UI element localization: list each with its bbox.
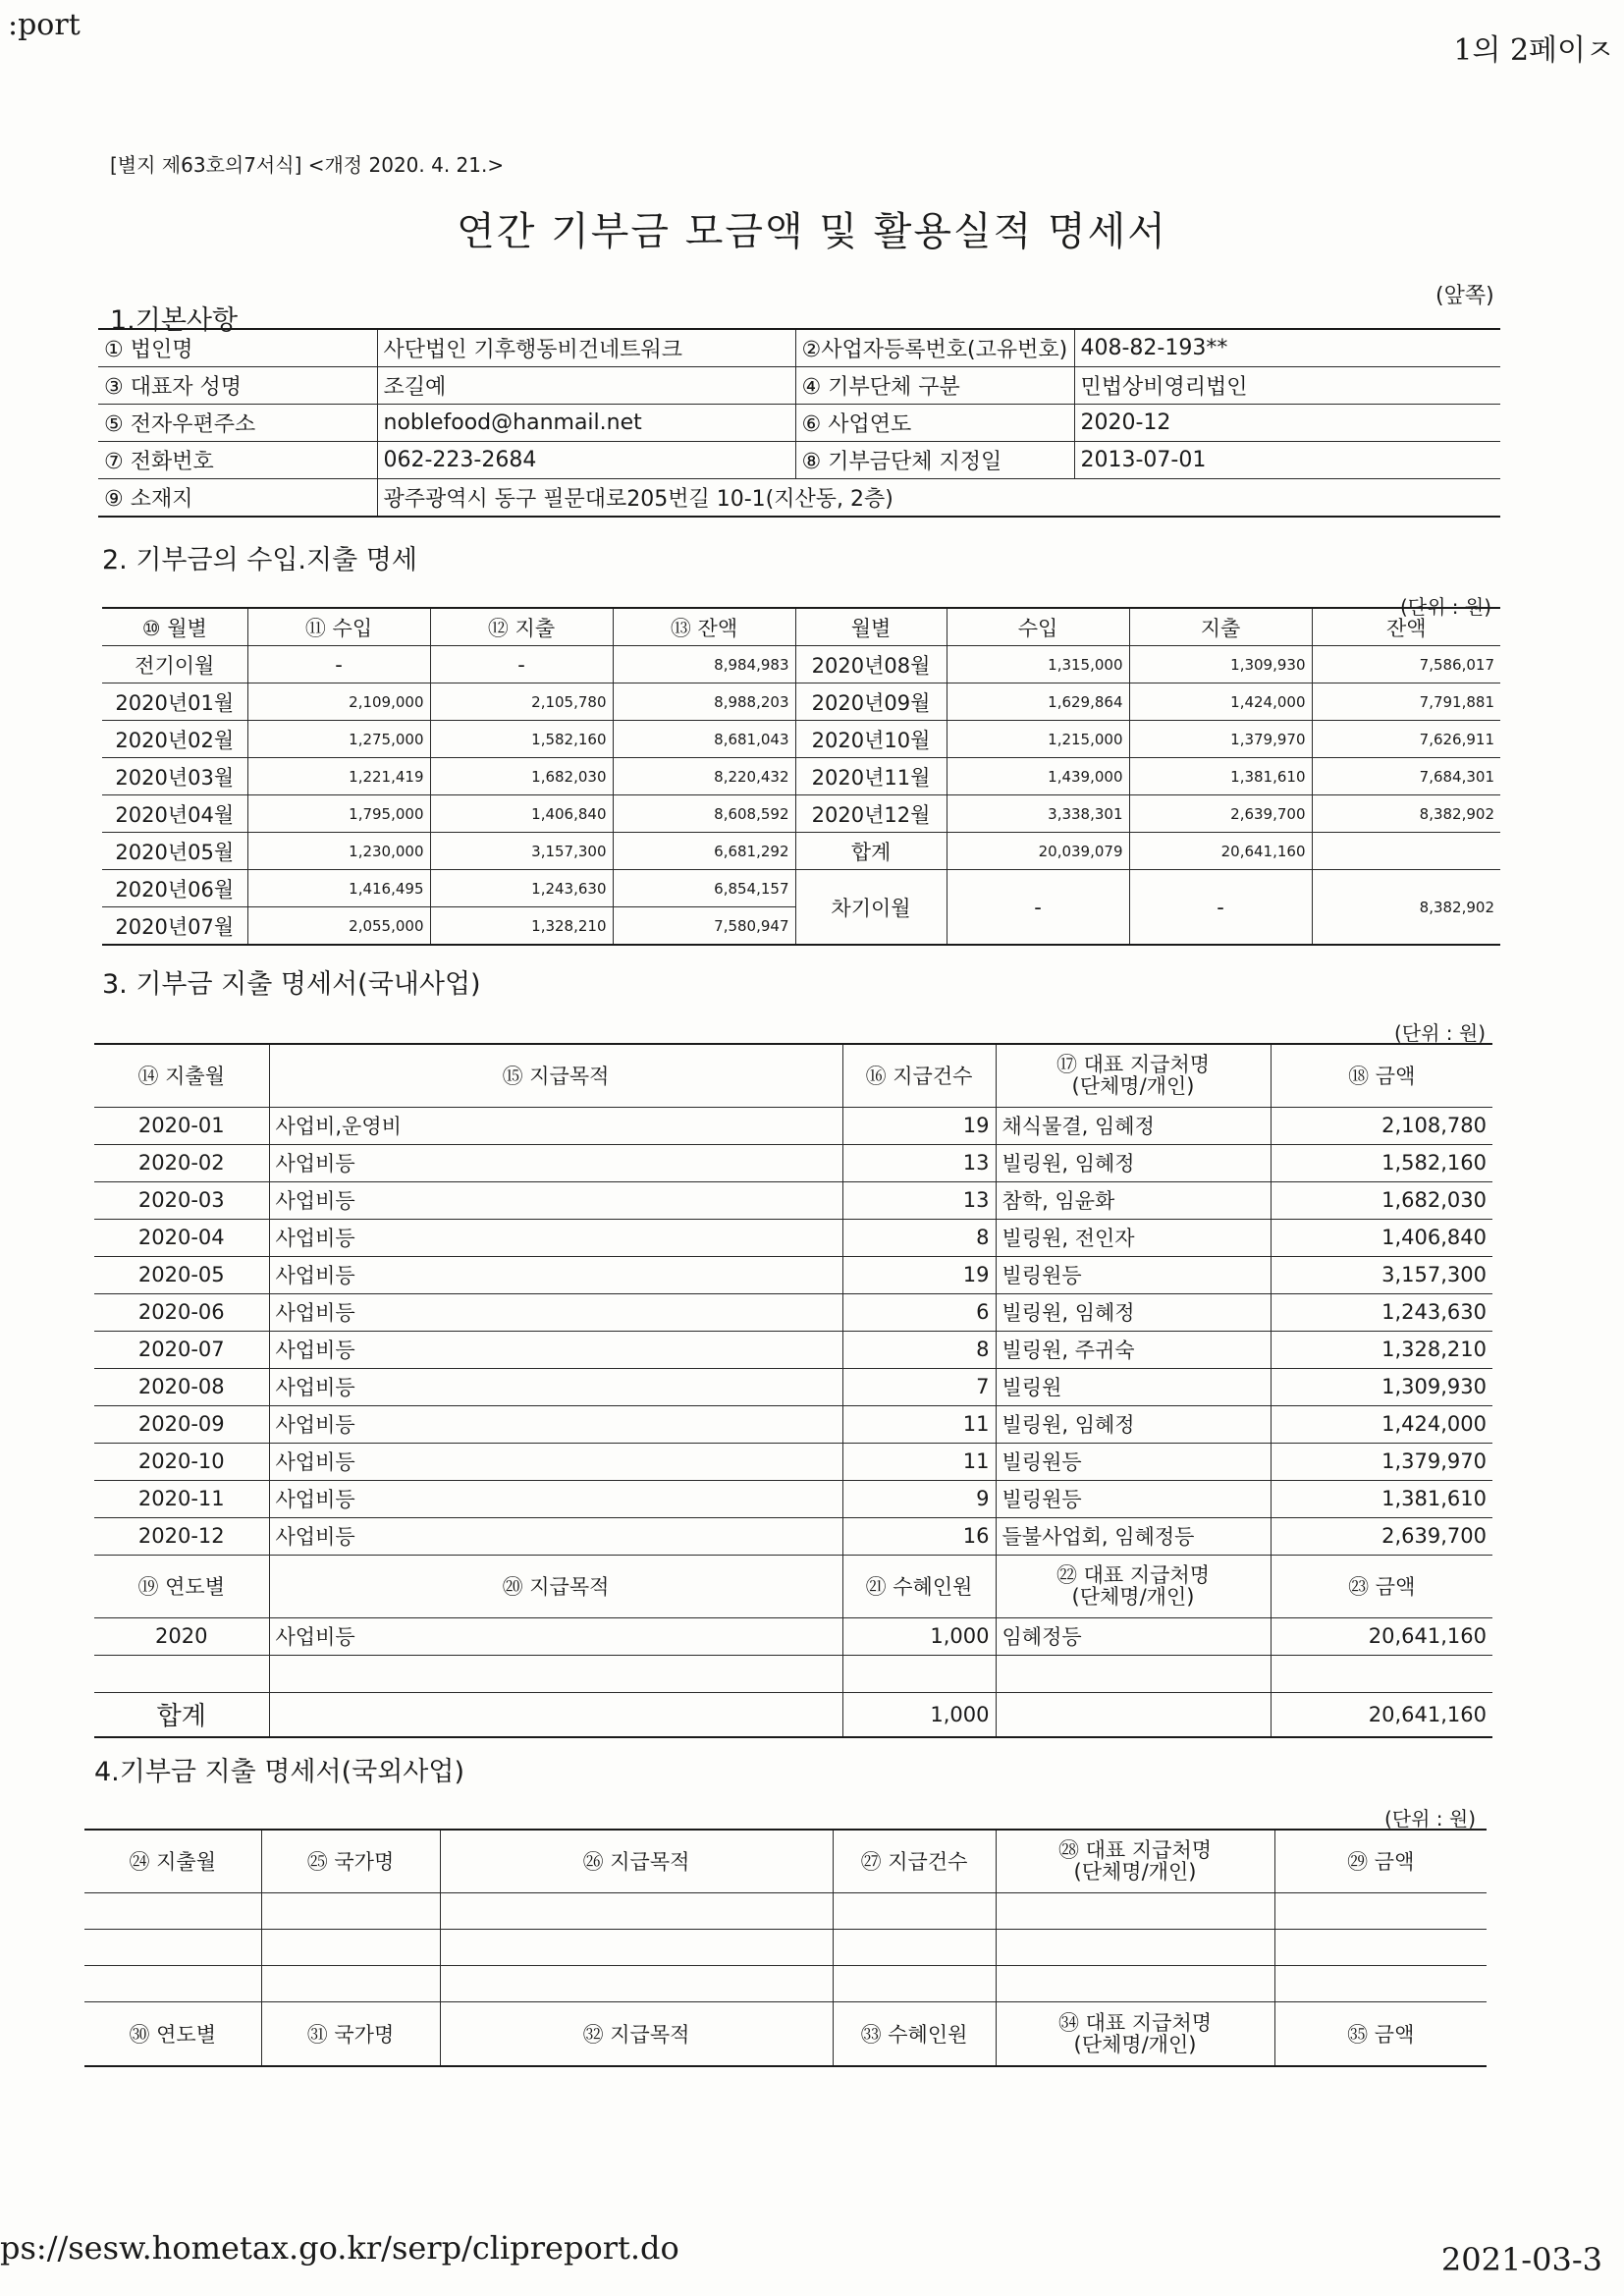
expense-cell: 1,379,970 <box>1129 721 1312 758</box>
corp-name-label: ① 법인명 <box>98 329 377 367</box>
front-side-label: (앞쪽) <box>1435 284 1494 308</box>
empty-cell <box>833 1965 996 2001</box>
table-row <box>102 721 1500 758</box>
empty-cell <box>996 1692 1271 1737</box>
month-cell: 2020-08 <box>94 1368 269 1405</box>
empty-cell <box>261 1965 440 2001</box>
payee-cell: 빌링원, 임혜정 <box>996 1293 1271 1331</box>
month-cell: 2020-05 <box>94 1256 269 1293</box>
purpose-cell: 사업비등 <box>269 1181 842 1219</box>
table-row <box>84 1965 1487 2001</box>
income-cell: 2,109,000 <box>247 683 430 721</box>
rep-name-label: ③ 대표자 성명 <box>98 367 377 405</box>
amount-cell: 1,682,030 <box>1271 1181 1492 1219</box>
empty-cell <box>269 1655 842 1692</box>
payee-cell: 임혜정등 <box>996 1617 1271 1655</box>
header-balance: 잔액 <box>1312 608 1500 646</box>
income-expense-table <box>102 607 1500 946</box>
header-payee-line1: ⑰ 대표 지급처명 <box>1056 1053 1211 1077</box>
empty-cell <box>1274 1965 1487 2001</box>
carryover-label: 차기이월 <box>795 870 947 946</box>
address-label: ⑨ 소재지 <box>98 479 377 518</box>
table-row <box>94 1480 1492 1517</box>
biz-year-value: 2020-12 <box>1074 405 1500 442</box>
table-row <box>98 405 1500 442</box>
income-cell: 1,230,000 <box>247 833 430 870</box>
purpose-cell: 사업비등 <box>269 1144 842 1181</box>
month-cell: 2020-01 <box>94 1107 269 1144</box>
header-amount: ㉓ 금액 <box>1271 1555 1492 1617</box>
designation-date-value: 2013-07-01 <box>1074 442 1500 479</box>
expense-cell: 2,639,700 <box>1129 795 1312 833</box>
month-cell: 2020년12월 <box>795 795 947 833</box>
payee-cell: 빌링원, 임혜정 <box>996 1405 1271 1443</box>
empty-cell <box>996 1892 1274 1929</box>
org-type-label: ④ 기부단체 구분 <box>795 367 1074 405</box>
table-row <box>98 329 1500 367</box>
empty-cell <box>996 1655 1271 1692</box>
count-cell: 19 <box>842 1107 996 1144</box>
table-row <box>98 442 1500 479</box>
table-header-row <box>94 1555 1492 1617</box>
table-row <box>94 1219 1492 1256</box>
table-row <box>102 870 1500 907</box>
payee-cell: 들불사업회, 임혜정등 <box>996 1517 1271 1555</box>
expense-cell: 1,424,000 <box>1129 683 1312 721</box>
month-cell: 2020-09 <box>94 1405 269 1443</box>
header-payee-line2: (단체명/개인) <box>1073 2032 1197 2056</box>
balance-cell: 7,626,911 <box>1312 721 1500 758</box>
header-country: ㉛ 국가명 <box>261 2001 440 2066</box>
balance-cell: 7,791,881 <box>1312 683 1500 721</box>
print-header-left: :port <box>8 8 81 42</box>
purpose-cell: 사업비등 <box>269 1368 842 1405</box>
income-cell: 1,629,864 <box>947 683 1129 721</box>
expense-cell: 1,582,160 <box>430 721 613 758</box>
table-header-row <box>84 2001 1487 2066</box>
purpose-cell: 사업비등 <box>269 1293 842 1331</box>
amount-cell: 1,309,930 <box>1271 1368 1492 1405</box>
empty-cell <box>842 1655 996 1692</box>
empty-cell <box>1271 1655 1492 1692</box>
balance-cell: 8,220,432 <box>613 758 795 795</box>
empty-cell <box>261 1929 440 1965</box>
month-cell: 2020-02 <box>94 1144 269 1181</box>
count-cell: 13 <box>842 1181 996 1219</box>
balance-cell: 7,580,947 <box>613 907 795 946</box>
header-payee-line2: (단체명/개인) <box>1071 1074 1195 1099</box>
basic-info-table <box>98 328 1500 518</box>
amount-cell: 1,379,970 <box>1271 1443 1492 1480</box>
purpose-cell: 사업비등 <box>269 1219 842 1256</box>
total-beneficiaries: 1,000 <box>842 1692 996 1737</box>
header-payee-line1: ㉘ 대표 지급처명 <box>1057 1838 1213 1863</box>
table-row <box>102 833 1500 870</box>
year-cell: 2020 <box>94 1617 269 1655</box>
payee-cell: 빌링원, 전인자 <box>996 1219 1271 1256</box>
table-row <box>94 1144 1492 1181</box>
header-count: ⑯ 지급건수 <box>842 1044 996 1107</box>
month-cell: 2020-07 <box>94 1331 269 1368</box>
table-row <box>94 1368 1492 1405</box>
email-label: ⑤ 전자우편주소 <box>98 405 377 442</box>
month-cell: 2020년04월 <box>102 795 247 833</box>
table-row <box>102 795 1500 833</box>
month-cell: 2020년10월 <box>795 721 947 758</box>
empty-cell <box>269 1692 842 1737</box>
purpose-cell: 사업비등 <box>269 1256 842 1293</box>
empty-cell <box>440 1929 833 1965</box>
count-cell: 8 <box>842 1219 996 1256</box>
count-cell: 9 <box>842 1480 996 1517</box>
amount-cell: 20,641,160 <box>1271 1617 1492 1655</box>
page-title: 연간 기부금 모금액 및 활용실적 명세서 <box>457 209 1167 254</box>
balance-cell: 8,382,902 <box>1312 795 1500 833</box>
header-payee-line1: ㉒ 대표 지급처명 <box>1056 1563 1211 1587</box>
balance-cell: 7,586,017 <box>1312 646 1500 683</box>
org-type-value: 민법상비영리법인 <box>1074 367 1500 405</box>
unit-label: (단위 : 원) <box>1400 595 1492 619</box>
purpose-cell: 사업비등 <box>269 1443 842 1480</box>
income-cell: - <box>247 646 430 683</box>
print-header-page-count: 1의 2페이ㅈ <box>1453 33 1614 68</box>
total-amount: 20,641,160 <box>1271 1692 1492 1737</box>
unit-label: (단위 : 원) <box>1394 1021 1487 1045</box>
balance-cell <box>1312 833 1500 870</box>
empty-cell <box>261 1892 440 1929</box>
header-balance: ⑬ 잔액 <box>613 608 795 646</box>
header-amount: ㉟ 금액 <box>1274 2001 1487 2066</box>
table-row <box>94 1617 1492 1655</box>
header-year: ⑲ 연도별 <box>94 1555 269 1617</box>
phone-label: ⑦ 전화번호 <box>98 442 377 479</box>
month-cell: 2020-04 <box>94 1219 269 1256</box>
balance-cell: 8,984,983 <box>613 646 795 683</box>
amount-cell: 1,243,630 <box>1271 1293 1492 1331</box>
header-beneficiaries: ㉑ 수혜인원 <box>842 1555 996 1617</box>
count-cell: 16 <box>842 1517 996 1555</box>
header-payee <box>996 2001 1274 2066</box>
expense-cell: 1,381,610 <box>1129 758 1312 795</box>
amount-cell: 1,582,160 <box>1271 1144 1492 1181</box>
header-amount: ㉙ 금액 <box>1274 1830 1487 1892</box>
income-cell: 1,221,419 <box>247 758 430 795</box>
carryover-income: - <box>947 870 1129 946</box>
table-header-row <box>102 608 1500 646</box>
payee-cell: 채식물결, 임혜정 <box>996 1107 1271 1144</box>
month-cell: 2020-12 <box>94 1517 269 1555</box>
month-cell: 2020년01월 <box>102 683 247 721</box>
purpose-cell: 사업비등 <box>269 1617 842 1655</box>
header-count: ㉗ 지급건수 <box>833 1830 996 1892</box>
table-row <box>94 1181 1492 1219</box>
header-month: 월별 <box>795 608 947 646</box>
count-cell: 6 <box>842 1293 996 1331</box>
header-payee-line2: (단체명/개인) <box>1071 1585 1195 1609</box>
empty-cell <box>440 1965 833 2001</box>
balance-cell: 6,854,157 <box>613 870 795 907</box>
corp-name-value: 사단법인 기후행동비건네트워크 <box>377 329 795 367</box>
section-title-overseas: 4.기부금 지출 명세서(국외사업) <box>94 1757 464 1787</box>
amount-cell: 1,424,000 <box>1271 1405 1492 1443</box>
phone-value: 062-223-2684 <box>377 442 795 479</box>
table-row <box>102 683 1500 721</box>
income-cell: 1,215,000 <box>947 721 1129 758</box>
empty-cell <box>440 1892 833 1929</box>
payee-cell: 빌링원등 <box>996 1443 1271 1480</box>
biz-no-value: 408-82-193** <box>1074 329 1500 367</box>
month-cell: 2020-03 <box>94 1181 269 1219</box>
biz-year-label: ⑥ 사업연도 <box>795 405 1074 442</box>
purpose-cell: 사업비,운영비 <box>269 1107 842 1144</box>
income-cell: 1,795,000 <box>247 795 430 833</box>
table-row <box>94 1405 1492 1443</box>
empty-cell <box>94 1655 269 1692</box>
rep-name-value: 조길예 <box>377 367 795 405</box>
payee-cell: 참학, 임윤화 <box>996 1181 1271 1219</box>
empty-cell <box>833 1929 996 1965</box>
expense-cell: 1,406,840 <box>430 795 613 833</box>
amount-cell: 2,639,700 <box>1271 1517 1492 1555</box>
table-row <box>94 1107 1492 1144</box>
header-expense: ⑫ 지출 <box>430 608 613 646</box>
count-cell: 19 <box>842 1256 996 1293</box>
balance-cell: 7,684,301 <box>1312 758 1500 795</box>
section-title-income-expense: 2. 기부금의 수입.지출 명세 <box>102 545 417 575</box>
month-cell: 2020년08월 <box>795 646 947 683</box>
amount-cell: 1,406,840 <box>1271 1219 1492 1256</box>
expense-cell: 3,157,300 <box>430 833 613 870</box>
purpose-cell: 사업비등 <box>269 1331 842 1368</box>
header-purpose: ⑮ 지급목적 <box>269 1044 842 1107</box>
carryover-expense: - <box>1129 870 1312 946</box>
table-header-row <box>94 1044 1492 1107</box>
month-cell: 2020년02월 <box>102 721 247 758</box>
payee-cell: 빌링원, 임혜정 <box>996 1144 1271 1181</box>
empty-cell <box>84 1965 261 2001</box>
purpose-cell: 사업비등 <box>269 1517 842 1555</box>
table-row <box>94 1655 1492 1692</box>
header-expense: 지출 <box>1129 608 1312 646</box>
empty-cell <box>84 1892 261 1929</box>
domestic-expense-table <box>94 1043 1492 1738</box>
balance-cell: 8,988,203 <box>613 683 795 721</box>
expense-cell: 1,309,930 <box>1129 646 1312 683</box>
payee-cell: 빌링원등 <box>996 1480 1271 1517</box>
table-row <box>94 1331 1492 1368</box>
header-payee-line2: (단체명/개인) <box>1073 1860 1197 1885</box>
section-title-basic: 1.기본사항 <box>110 305 239 336</box>
expense-cell: 1,328,210 <box>430 907 613 946</box>
month-cell: 2020-11 <box>94 1480 269 1517</box>
table-row <box>98 479 1500 518</box>
count-cell: 13 <box>842 1144 996 1181</box>
empty-cell <box>1274 1892 1487 1929</box>
income-cell: 1,315,000 <box>947 646 1129 683</box>
header-payee <box>996 1555 1271 1617</box>
designation-date-label: ⑧ 기부금단체 지정일 <box>795 442 1074 479</box>
total-label: 합계 <box>795 833 947 870</box>
amount-cell: 1,381,610 <box>1271 1480 1492 1517</box>
header-payee-line1: ㉞ 대표 지급처명 <box>1057 2010 1213 2035</box>
header-year: ㉚ 연도별 <box>84 2001 261 2066</box>
unit-label: (단위 : 원) <box>1384 1807 1477 1831</box>
purpose-cell: 사업비등 <box>269 1405 842 1443</box>
empty-cell <box>996 1929 1274 1965</box>
overseas-expense-table <box>84 1829 1487 2067</box>
month-cell: 2020년05월 <box>102 833 247 870</box>
section-title-domestic: 3. 기부금 지출 명세서(국내사업) <box>102 969 481 1000</box>
month-cell: 2020년09월 <box>795 683 947 721</box>
header-payee <box>996 1044 1271 1107</box>
header-income: ⑪ 수입 <box>247 608 430 646</box>
table-row <box>84 1929 1487 1965</box>
count-cell: 7 <box>842 1368 996 1405</box>
header-amount: ⑱ 금액 <box>1271 1044 1492 1107</box>
header-purpose: ⑳ 지급목적 <box>269 1555 842 1617</box>
count-cell: 8 <box>842 1331 996 1368</box>
empty-cell <box>996 1965 1274 2001</box>
income-cell: 2,055,000 <box>247 907 430 946</box>
month-cell: 2020년03월 <box>102 758 247 795</box>
table-row <box>84 1892 1487 1929</box>
header-purpose: ㉖ 지급목적 <box>440 1830 833 1892</box>
form-reference: [별지 제63호의7서식] <개정 2020. 4. 21.> <box>110 153 505 177</box>
month-cell: 전기이월 <box>102 646 247 683</box>
header-income: 수입 <box>947 608 1129 646</box>
balance-cell: 6,681,292 <box>613 833 795 870</box>
email-value: noblefood@hanmail.net <box>377 405 795 442</box>
expense-cell: 2,105,780 <box>430 683 613 721</box>
table-row <box>94 1293 1492 1331</box>
empty-cell <box>84 1929 261 1965</box>
table-row <box>94 1517 1492 1555</box>
empty-cell <box>833 1892 996 1929</box>
total-row <box>94 1692 1492 1737</box>
income-total: 20,039,079 <box>947 833 1129 870</box>
balance-cell: 8,608,592 <box>613 795 795 833</box>
income-cell: 3,338,301 <box>947 795 1129 833</box>
address-value: 광주광역시 동구 필문대로205번길 10-1(지산동, 2층) <box>377 479 1500 518</box>
table-row <box>102 758 1500 795</box>
carryover-balance: 8,382,902 <box>1312 870 1500 946</box>
header-month: ㉔ 지출월 <box>84 1830 261 1892</box>
expense-cell: - <box>430 646 613 683</box>
biz-no-label: ②사업자등록번호(고유번호) <box>795 329 1074 367</box>
total-label: 합계 <box>94 1692 269 1737</box>
amount-cell: 2,108,780 <box>1271 1107 1492 1144</box>
header-beneficiaries: ㉝ 수혜인원 <box>833 2001 996 2066</box>
balance-cell: 8,681,043 <box>613 721 795 758</box>
print-footer-date: 2021-03-3 <box>1440 2241 1602 2278</box>
count-cell: 11 <box>842 1443 996 1480</box>
header-payee <box>996 1830 1274 1892</box>
month-cell: 2020년07월 <box>102 907 247 946</box>
month-cell: 2020년06월 <box>102 870 247 907</box>
expense-total: 20,641,160 <box>1129 833 1312 870</box>
header-month: ⑩ 월별 <box>102 608 247 646</box>
payee-cell: 빌링원등 <box>996 1256 1271 1293</box>
income-cell: 1,439,000 <box>947 758 1129 795</box>
income-cell: 1,275,000 <box>247 721 430 758</box>
table-row <box>94 1256 1492 1293</box>
table-row <box>98 367 1500 405</box>
table-row <box>94 1443 1492 1480</box>
header-purpose: ㉜ 지급목적 <box>440 2001 833 2066</box>
payee-cell: 빌링원 <box>996 1368 1271 1405</box>
month-cell: 2020-06 <box>94 1293 269 1331</box>
empty-cell <box>1274 1929 1487 1965</box>
beneficiaries-cell: 1,000 <box>842 1617 996 1655</box>
month-cell: 2020년11월 <box>795 758 947 795</box>
amount-cell: 3,157,300 <box>1271 1256 1492 1293</box>
expense-cell: 1,682,030 <box>430 758 613 795</box>
table-header-row <box>84 1830 1487 1892</box>
header-month: ⑭ 지출월 <box>94 1044 269 1107</box>
count-cell: 11 <box>842 1405 996 1443</box>
month-cell: 2020-10 <box>94 1443 269 1480</box>
amount-cell: 1,328,210 <box>1271 1331 1492 1368</box>
table-row <box>102 646 1500 683</box>
payee-cell: 빌링원, 주귀숙 <box>996 1331 1271 1368</box>
print-footer-url: ps://sesw.hometax.go.kr/serp/clipreport.do <box>0 2229 679 2267</box>
header-country: ㉕ 국가명 <box>261 1830 440 1892</box>
income-cell: 1,416,495 <box>247 870 430 907</box>
purpose-cell: 사업비등 <box>269 1480 842 1517</box>
expense-cell: 1,243,630 <box>430 870 613 907</box>
